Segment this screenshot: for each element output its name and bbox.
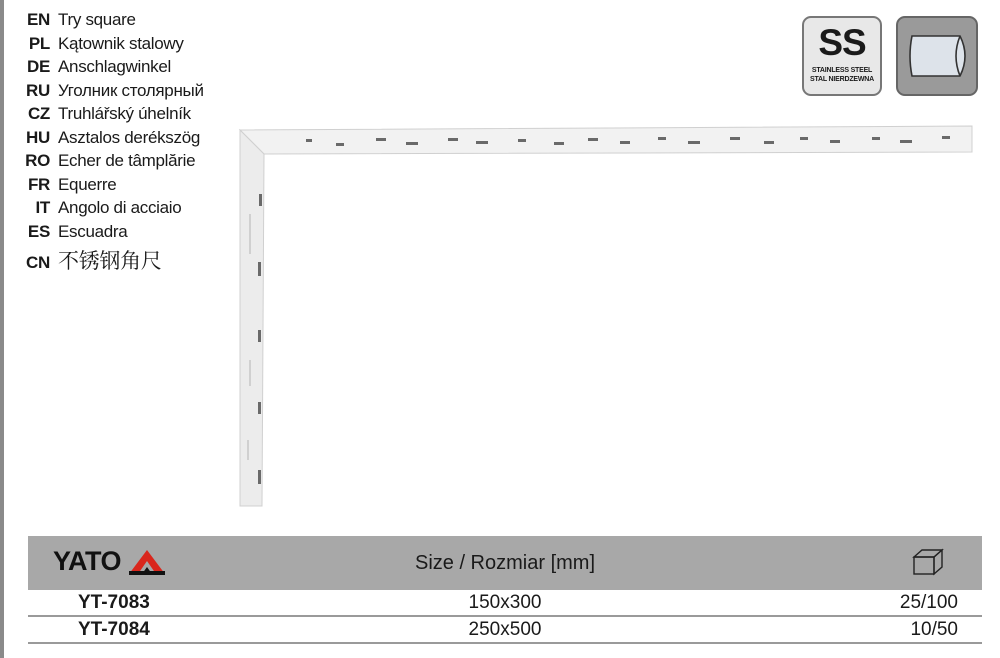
lang-name: Equerre — [58, 174, 117, 194]
pack-quantity: 25/100 — [899, 591, 958, 613]
lang-name: Уголник столярный — [58, 80, 204, 100]
lang-code: RU — [26, 80, 50, 100]
lang-row-de — [24, 57, 204, 81]
size-value: 150x300 — [468, 591, 542, 613]
lang-code: DE — [26, 57, 50, 76]
lang-code: CZ — [27, 104, 50, 123]
lang-code: ES — [27, 221, 50, 241]
lang-code: EN — [26, 10, 50, 29]
spec-table — [28, 536, 982, 644]
lang-name: Angolo di acciaio — [58, 198, 182, 217]
lang-name: Kątownik stalowy — [58, 33, 184, 53]
table-row — [28, 617, 982, 644]
lang-row-cn — [24, 245, 204, 273]
lang-row-it — [24, 198, 204, 222]
lang-row-ru — [24, 81, 204, 105]
lang-name: Echer de tâmplărie — [58, 151, 196, 170]
brand-name: YATO — [53, 546, 122, 576]
model-number: YT-7083 — [78, 591, 150, 613]
lang-row-ro — [24, 151, 204, 175]
material-line-2: STAL NIERDZEWNA — [809, 76, 875, 83]
lang-row-hu — [24, 128, 204, 152]
lang-row-es — [24, 222, 204, 246]
lang-name: Anschlagwinkel — [58, 57, 171, 76]
cylinder-profile-icon — [898, 18, 976, 94]
material-code: SS — [818, 22, 866, 63]
lang-code: IT — [35, 198, 50, 217]
lang-name: 不锈钢角尺 — [58, 250, 162, 273]
shape-badge — [896, 16, 978, 96]
lang-name: Try square — [58, 10, 136, 29]
pack-quantity: 10/50 — [910, 618, 958, 640]
lang-row-en — [24, 10, 204, 34]
lang-name: Truhlářský úhelník — [58, 104, 191, 123]
lang-row-fr — [24, 175, 204, 199]
lang-code: HU — [26, 127, 50, 147]
language-list — [24, 10, 204, 273]
model-number: YT-7084 — [78, 618, 150, 640]
lang-code: CN — [26, 253, 50, 272]
left-edge-bar — [0, 0, 4, 658]
lang-code: FR — [27, 174, 50, 194]
lang-name: Escuadra — [58, 221, 128, 241]
spec-table-header — [28, 536, 982, 590]
size-value: 250x500 — [468, 618, 542, 640]
package-box-icon — [910, 547, 946, 577]
try-square-illustration — [236, 124, 976, 508]
stainless-steel-badge — [802, 16, 882, 96]
size-column-title: Size / Rozmiar [mm] — [414, 552, 596, 574]
material-line-1: STAINLESS STEEL — [811, 67, 873, 74]
lang-row-cz — [24, 104, 204, 128]
lang-name: Asztalos derékszög — [58, 127, 201, 147]
table-row — [28, 590, 982, 617]
lang-code: PL — [28, 33, 50, 53]
lang-code: RO — [25, 151, 50, 170]
lang-row-pl — [24, 34, 204, 58]
